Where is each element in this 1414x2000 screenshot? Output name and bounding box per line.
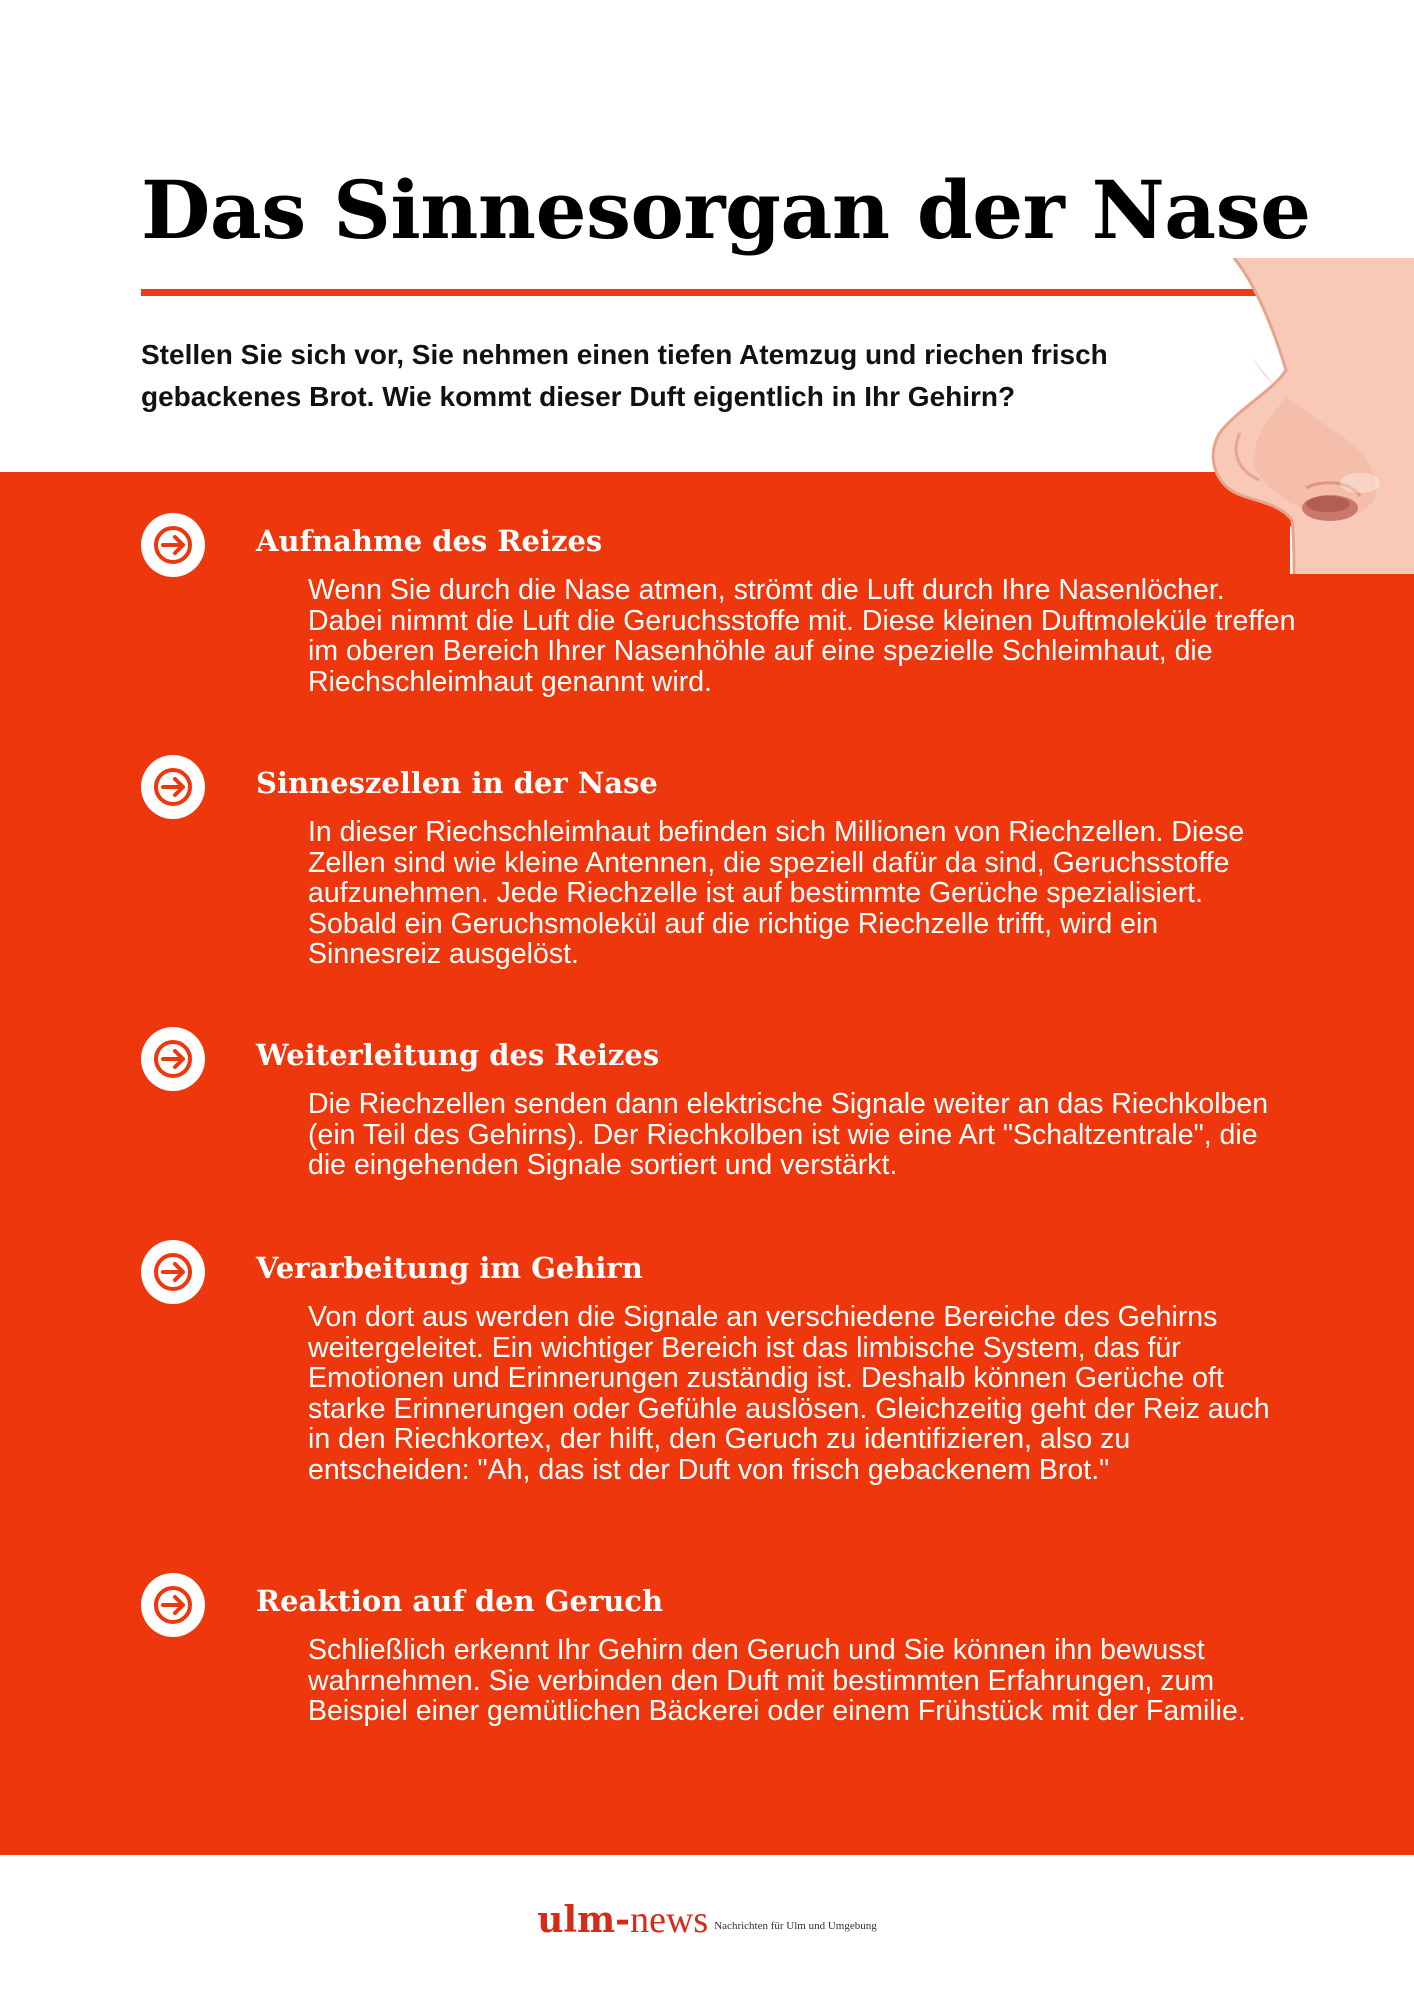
brand-logo-news: news <box>630 1899 709 1941</box>
step-text: Von dort aus werden die Signale an verschiedene Bereiche des Gehirns weitergeleitet. Ein wichtiger Bereich ist das limbische System, das für Emotionen und Erinnerungen zuständig ist. Deshalb können Gerüche oft starke Erinnerungen oder Gefühle auslösen. Gleichzeitig geht der Reiz auch in den Riechkortex, der hilft, den Geruch zu identifizieren, also zu entscheiden: "Ah, das ist der Duft von frisch gebackenem Brot." <box>308 1301 1270 1486</box>
intro-text: Stellen Sie sich vor, Sie nehmen einen tiefen Atemzug und riechen frisch gebackenes Brot. Wie kommt dieser Duft eigentlich in Ihr Gehirn? <box>141 339 1108 412</box>
step-text: Schließlich erkennt Ihr Gehirn den Geruch und Sie können ihn bewusst wahrnehmen. Sie verbinden den Duft mit bestimmten Erfahrungen, zum Beispiel einer gemütlichen Bäckerei oder einem Frühstück mit der Familie. <box>308 1634 1246 1727</box>
arrow-right-icon <box>141 1240 205 1304</box>
step-text: In dieser Riechschleimhaut befinden sich Millionen von Riechzellen. Diese Zellen sind wie kleine Antennen, die speziell dafür da sind, Geruchsstoffe aufzunehmen. Jede Riechzelle ist auf bestimmte Gerüche spezialisiert. Sobald ein Geruchsmolekül auf die richtige Riechzelle trifft, wird ein Sinnesreiz ausgelöst. <box>308 816 1245 970</box>
footer-brand <box>0 1880 1414 1940</box>
arrow-right-icon <box>141 1573 205 1637</box>
step-title: Sinneszellen in der Nase <box>256 766 658 800</box>
step-title: Verarbeitung im Gehirn <box>256 1251 643 1285</box>
step-title: Reaktion auf den Geruch <box>256 1584 664 1618</box>
step-title: Weiterleitung des Reizes <box>256 1038 660 1072</box>
nose-illustration <box>1210 258 1414 574</box>
arrow-right-icon <box>141 755 205 819</box>
brand-logo-ulm: ulm- <box>537 1899 631 1941</box>
step-title: Aufnahme des Reizes <box>256 524 603 558</box>
arrow-right-icon <box>141 513 205 577</box>
title-divider <box>141 289 1271 296</box>
page-title: Das Sinnesorgan der Nase <box>141 163 1311 257</box>
step-text: Wenn Sie durch die Nase atmen, strömt die Luft durch Ihre Nasenlöcher. Dabei nimmt die Luft die Geruchsstoffe mit. Diese kleinen Duftmoleküle treffen im oberen Bereich Ihrer Nasenhöhle auf eine spezielle Schleimhaut, die Riechschleimhaut genannt wird. <box>308 574 1296 698</box>
arrow-right-icon <box>141 1027 205 1091</box>
step-text: Die Riechzellen senden dann elektrische Signale weiter an das Riechkolben (ein Teil des Gehirns). Der Riechkolben ist wie eine Art "Schaltzentrale", die die eingehenden Signale sortiert und verstärkt. <box>308 1088 1269 1181</box>
brand-tagline: Nachrichten für Ulm und Umgebung <box>714 1920 877 1932</box>
